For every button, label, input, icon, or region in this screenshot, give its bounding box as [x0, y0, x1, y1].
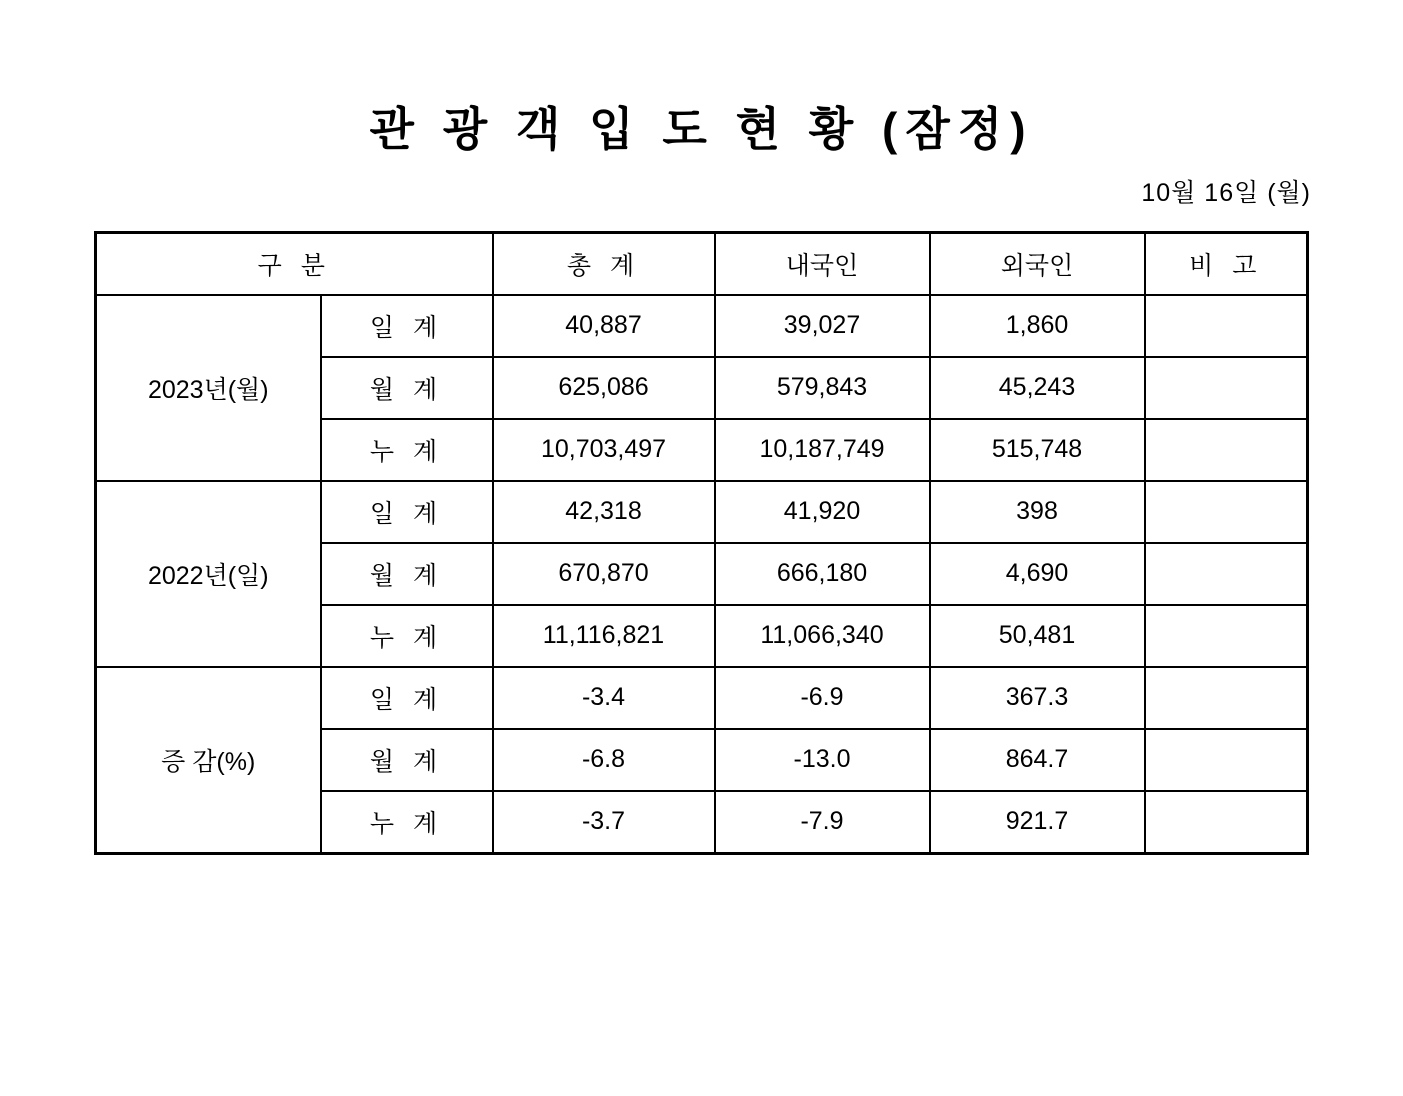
group-label-2022: 2022년(일): [96, 481, 321, 667]
cell-total: -3.4: [493, 667, 715, 729]
cell-total: 670,870: [493, 543, 715, 605]
header-note: 비 고: [1145, 232, 1308, 295]
cell-foreign: 45,243: [930, 357, 1145, 419]
cell-total: 11,116,821: [493, 605, 715, 667]
cell-total: -3.7: [493, 791, 715, 854]
cell-foreign: 4,690: [930, 543, 1145, 605]
cell-domestic: 39,027: [715, 295, 930, 357]
cell-note: [1145, 667, 1308, 729]
cell-note: [1145, 543, 1308, 605]
row-subtype: 월 계: [321, 729, 493, 791]
page-title: 관 광 객 입 도 현 황 (잠정): [369, 103, 1034, 155]
cell-note: [1145, 481, 1308, 543]
table-row: [96, 295, 1308, 357]
cell-note: [1145, 295, 1308, 357]
table-header: [96, 232, 1308, 295]
cell-total: 625,086: [493, 357, 715, 419]
header-total: 총 계: [493, 232, 715, 295]
cell-foreign: 1,860: [930, 295, 1145, 357]
row-subtype: 누 계: [321, 419, 493, 481]
row-subtype: 누 계: [321, 791, 493, 854]
report-date: 10월 16일 (월): [1141, 178, 1311, 207]
cell-foreign: 50,481: [930, 605, 1145, 667]
group-label-2023: 2023년(월): [96, 295, 321, 481]
statistics-table-container: [0, 231, 1403, 855]
cell-foreign: 864.7: [930, 729, 1145, 791]
cell-domestic: -7.9: [715, 791, 930, 854]
row-subtype: 일 계: [321, 295, 493, 357]
table-body: [96, 295, 1308, 854]
cell-domestic: 41,920: [715, 481, 930, 543]
table-row: [96, 667, 1308, 729]
cell-domestic: -13.0: [715, 729, 930, 791]
group-label-change: 증 감(%): [96, 667, 321, 854]
table-row: [96, 481, 1308, 543]
row-subtype: 일 계: [321, 481, 493, 543]
row-subtype: 일 계: [321, 667, 493, 729]
cell-total: 42,318: [493, 481, 715, 543]
cell-foreign: 921.7: [930, 791, 1145, 854]
cell-domestic: 666,180: [715, 543, 930, 605]
header-domestic: 내국인: [715, 232, 930, 295]
cell-foreign: 367.3: [930, 667, 1145, 729]
cell-note: [1145, 419, 1308, 481]
tourist-arrivals-table: [94, 231, 1309, 855]
row-subtype: 누 계: [321, 605, 493, 667]
cell-domestic: 579,843: [715, 357, 930, 419]
cell-foreign: 398: [930, 481, 1145, 543]
header-foreign: 외국인: [930, 232, 1145, 295]
cell-note: [1145, 729, 1308, 791]
cell-note: [1145, 357, 1308, 419]
row-subtype: 월 계: [321, 543, 493, 605]
row-subtype: 월 계: [321, 357, 493, 419]
cell-total: 40,887: [493, 295, 715, 357]
cell-note: [1145, 791, 1308, 854]
cell-domestic: -6.9: [715, 667, 930, 729]
cell-domestic: 10,187,749: [715, 419, 930, 481]
header-category: 구 분: [96, 232, 493, 295]
table-header-row: [96, 232, 1308, 295]
document-page: [0, 104, 1403, 1096]
cell-domestic: 11,066,340: [715, 605, 930, 667]
cell-total: -6.8: [493, 729, 715, 791]
cell-total: 10,703,497: [493, 419, 715, 481]
cell-note: [1145, 605, 1308, 667]
cell-foreign: 515,748: [930, 419, 1145, 481]
